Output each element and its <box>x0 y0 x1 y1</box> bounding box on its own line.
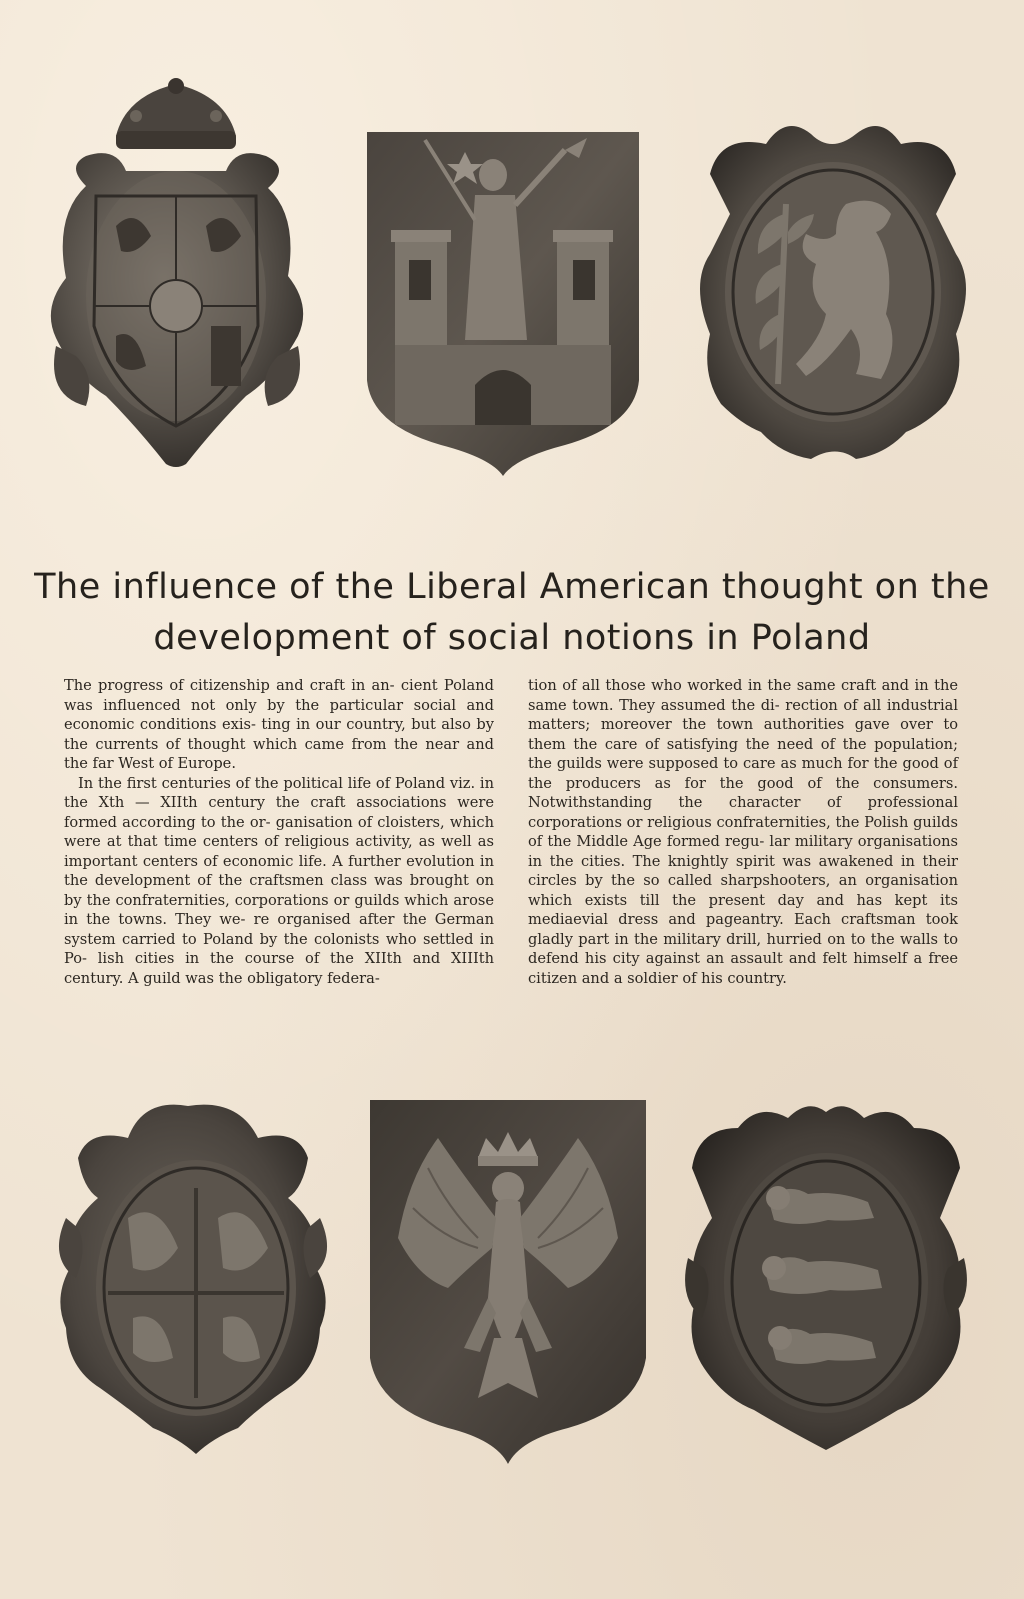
rampant-bear-cartouche-plate <box>686 114 980 464</box>
bottom-plates-row <box>0 1098 1024 1478</box>
article-column-right <box>528 676 958 988</box>
article-title-line-2: development of social notions in Poland <box>153 618 871 658</box>
stacked-lions-cartouche-plate <box>678 1098 974 1458</box>
crowned-cartouche-crest-plate <box>36 76 318 472</box>
crowned-eagle-shield-plate <box>368 1098 648 1468</box>
article-title-line-1: The influence of the Liberal American thought on the <box>34 567 990 607</box>
paragraph-2: In the first centuries of the political life of Poland viz. in the Xth — XIIth century the craft associations were formed according to the or‐ ganisation of cloisters, which were at that time centers of religious activity, as well as important centers of economic life. A further evolution in the development of the craftsmen class was brought on by the confraternities, corporations or guilds which arose in the towns. They we‐ re organised after the German system carried to Poland by the colonists who settled in Po‐ lish cities in the course of the XIIth and XIIIth century. A guild was the obligatory federa‐ <box>64 774 494 987</box>
article-column-left <box>64 676 494 988</box>
city-gate-towers-shield-plate <box>365 130 641 480</box>
paragraph-3: tion of all those who worked in the same craft and in the same town. They assumed the di‐ rection of all industrial matters; moreover the town authorities gave over to them the care of satisfying the need of the population; the guilds were supposed to care as much for the good of the producers as for the good of the consumers. Notwithstanding the character of professional corporations or religious confraternities, the Polish guilds of the Middle Age formed regu‐ lar military organisations in the cities. The knightly spirit was awakened in their circles by the so called sharpshooters, an organisation which exists till the present day and has kept its mediaevial dress and pageantry. Each craftsman took gladly part in the military drill, hurried on to the walls to defend his city against an assault and felt himself a free citizen and a soldier of his country. <box>528 677 958 987</box>
cartouche-crest-plate <box>48 1098 338 1458</box>
top-plates-row <box>0 70 1024 490</box>
paragraph-1: The progress of citizenship and craft in an‐ cient Poland was influenced not only by the particular social and economic conditions exis‐ ting in our country, but also by the currents of thought which came from the near and the far West of Europe. <box>64 677 494 772</box>
article-title <box>0 562 1024 664</box>
